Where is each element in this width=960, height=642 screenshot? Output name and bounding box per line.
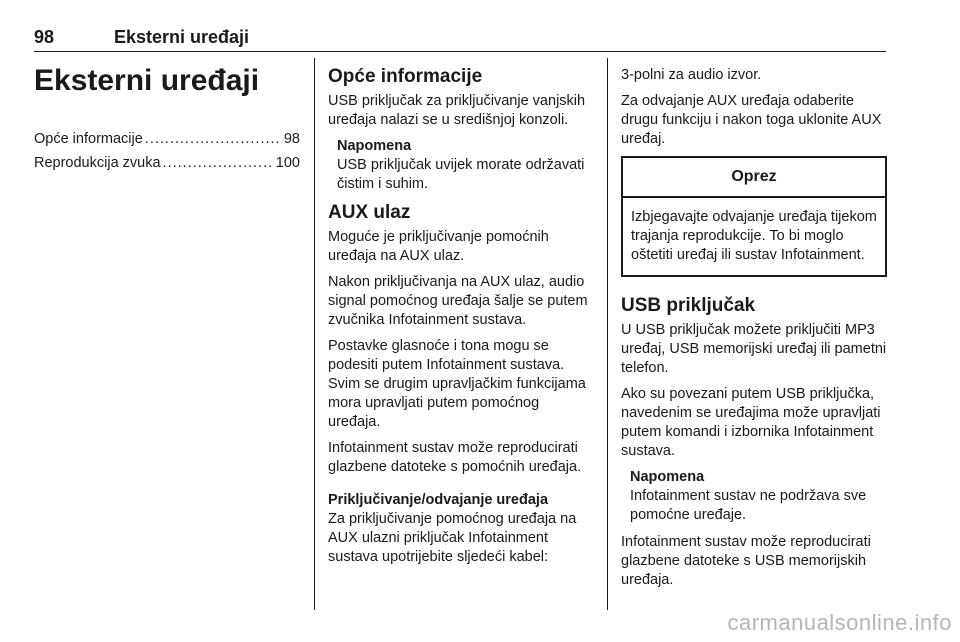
paragraph: Ako su povezani putem USB priključka, navedenim se uređajima može upravljati putem komandi i izbornika Infotainment sustava. (621, 386, 881, 459)
paragraph: Infotainment sustav može reproducirati glazbene datoteke s USB memorijskih uređaja. (621, 534, 871, 588)
toc-entry[interactable] (34, 128, 300, 150)
caution-text: Izbjegavajte odvajanje uređaja tijekom trajanja reprodukcije. To bi moglo oštetiti uređaj ili sustav Infotainment. (631, 209, 877, 263)
paragraph: Za odvajanje AUX uređaja odaberite drugu funkciju i nakon toga uklonite AUX uređaj. (621, 93, 882, 147)
chapter-title: Eksterni uređaji (34, 64, 260, 97)
heading-aux-input: AUX ulaz (328, 202, 411, 223)
page-header (34, 27, 886, 52)
toc-entry-page: 98 (283, 131, 300, 147)
heading-general-info: Opće informacije (328, 66, 483, 87)
paragraph: Moguće je priključivanje pomoćnih uređaja na AUX ulaz. (328, 229, 549, 264)
column-1 (34, 58, 300, 176)
note-box (337, 137, 594, 194)
column-2 (328, 58, 594, 574)
toc-leader-dots (145, 128, 282, 150)
note-box (630, 468, 887, 525)
paragraph: U USB priključak možete priključiti MP3 uređaj, USB memorijski uređaj ili pametni telefon. (621, 322, 887, 376)
column-divider-2 (607, 58, 608, 610)
toc-entry[interactable] (34, 152, 300, 174)
subheading-connect: Priključivanje/odvajanje uređaja (328, 492, 549, 508)
note-text: Infotainment sustav ne podržava sve pomoćne uređaje. (630, 488, 867, 523)
heading-usb-port: USB priključak (621, 295, 756, 316)
watermark: carmanualsonline.info (727, 610, 952, 635)
paragraph: Nakon priključivanja na AUX ulaz, audio signal pomoćnog uređaja šalje se putem zvučnika Infotainment sustava. (328, 274, 588, 328)
header-title: Eksterni uređaji (114, 27, 250, 47)
column-3 (621, 58, 887, 597)
note-title: Napomena (337, 138, 412, 154)
note-title: Napomena (630, 469, 705, 485)
page-number: 98 (34, 27, 55, 47)
toc-entry-page: 100 (275, 155, 300, 171)
paragraph: Infotainment sustav može reproducirati glazbene datoteke s pomoćnih uređaja. (328, 440, 582, 475)
toc-leader-dots (163, 152, 274, 174)
caution-title: Oprez (623, 158, 885, 198)
paragraph: 3-polni za audio izvor. (621, 67, 762, 83)
caution-box (621, 156, 887, 277)
toc-entry-label: Reprodukcija zvuka (34, 155, 161, 171)
paragraph: USB priključak za priključivanje vanjskih uređaja nalazi se u središnjoj konzoli. (328, 93, 586, 128)
toc-entry-label: Opće informacije (34, 131, 143, 147)
column-divider-1 (314, 58, 315, 610)
paragraph: Za priključivanje pomoćnog uređaja na AUX ulazni priključak Infotainment sustava upotrijebite sljedeći kabel: (328, 511, 577, 565)
paragraph: Postavke glasnoće i tona mogu se podesiti putem Infotainment sustava. Svim se drugim upravljačkim funkcijama mora upravljati putem pomoćnog uređaja. (328, 338, 586, 430)
note-text: USB priključak uvijek morate održavati čistim i suhim. (337, 157, 585, 192)
